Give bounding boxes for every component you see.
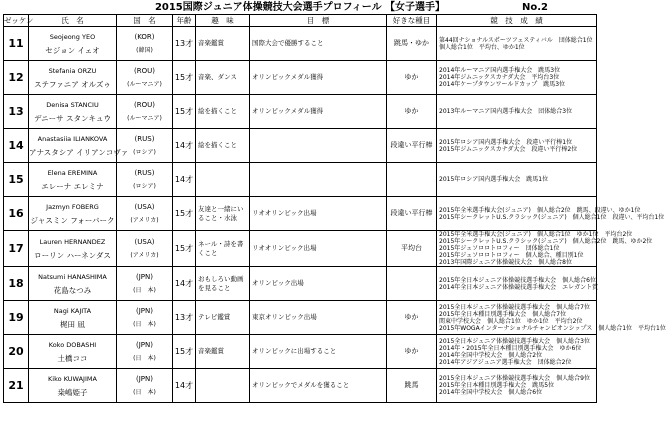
athlete-name-jp: 桒嶋姫子 [57, 387, 88, 397]
athlete-name-en: Elena EREMINA [47, 168, 98, 177]
result-line: 2015年WOGAインターナショナルチャンピオンシップス 個人総合1位 平均台1位 [439, 324, 666, 332]
results-cell [437, 267, 597, 301]
results-cell [437, 335, 597, 369]
hobby-cell: ネール・詩を書くこと [196, 231, 250, 267]
athlete-name-cell [29, 95, 117, 129]
age-cell: 14才 [173, 129, 196, 163]
header-age: 年齢 [173, 15, 196, 27]
athlete-name-en: Stefania ORZU [48, 66, 97, 75]
age-cell: 14才 [173, 369, 196, 403]
country-cell [117, 27, 173, 61]
goal-cell: 国際大会で優勝すること [250, 27, 387, 61]
country-code: (ROU) [134, 66, 155, 75]
athlete-name-jp: デニーサ スタンキュウ [33, 113, 112, 123]
favorite-event-cell: 跳馬 [387, 369, 437, 403]
hobby-cell: 絵を描くこと [196, 129, 250, 163]
country-name-jp: (日 本) [133, 354, 156, 362]
country-code: (RUS) [134, 168, 155, 177]
header-name: 氏 名 [29, 15, 117, 27]
favorite-event-cell: 段違い平行棒 [387, 197, 437, 231]
result-line: 第44回ナショナルスポーツフェスティバル 団体総合1位 [439, 36, 593, 44]
bib-number: 19 [4, 301, 29, 335]
goal-cell: オリンピックメダル獲得 [250, 61, 387, 95]
country-code: (JPN) [136, 306, 153, 315]
athlete-name-en: Seojeong YEO [49, 32, 96, 41]
country-cell [117, 301, 173, 335]
hobby-cell [196, 369, 250, 403]
results-cell [437, 163, 597, 197]
bib-number: 15 [4, 163, 29, 197]
athlete-name-en: Lauren HERNANDEZ [39, 237, 106, 246]
athlete-name-cell [29, 267, 117, 301]
country-cell [117, 231, 173, 267]
goal-cell [250, 129, 387, 163]
athlete-name-jp: ステファニア オルズゥ [34, 79, 111, 89]
result-line: 2015年ジェソロロトロフィー 団体総合1位 [439, 245, 560, 252]
country-code: (JPN) [136, 340, 153, 349]
age-cell: 15才 [173, 61, 196, 95]
goal-cell: 東京オリンピック出場 [250, 301, 387, 335]
goal-cell: リオオリンピック出場 [250, 197, 387, 231]
bib-number: 20 [4, 335, 29, 369]
athlete-name-en: Kiko KUWAJIMA [48, 374, 97, 383]
age-cell: 13才 [173, 27, 196, 61]
result-line: 2015全日本ジュニア体操競技選手権大会 個人総合7位 [439, 303, 590, 311]
result-line: 2015全日本ジュニア体操競技選手権大会 個人総合3位 [439, 337, 590, 345]
table-row [4, 335, 597, 369]
profile-table [3, 14, 666, 403]
athlete-name-jp: 土橋ココ [57, 353, 88, 363]
result-line: 2014年ジムニックスカナダ大会 平均台3位 [439, 74, 560, 81]
country-name-jp: (ルーマニア) [127, 80, 162, 88]
result-line: 2015年シークレットU.S.クラシック(ジュニア) 個人総合2位 跳馬、ゆか2位 [439, 238, 653, 245]
athlete-name-cell [29, 27, 117, 61]
table-row [4, 163, 597, 197]
header-hobby: 趣 味 [196, 15, 250, 27]
results-cell [437, 197, 665, 231]
bib-number: 11 [4, 27, 29, 61]
athlete-name-cell [29, 163, 117, 197]
hobby-cell: 絵を描くこと [196, 95, 250, 129]
country-name-jp: (アメリカ) [130, 251, 159, 259]
hobby-cell [196, 163, 250, 197]
result-line: 2015年全日本種目別選手権大会 跳馬5位 [439, 382, 555, 389]
age-cell: 15才 [173, 197, 196, 231]
page-number: No.2 [522, 2, 548, 13]
results-cell [437, 231, 653, 267]
result-line: 2015年全米選手権大会(ジュニア) 個人総合1位 ゆか1位 平均台2位 [439, 231, 633, 238]
athlete-rows [4, 27, 666, 403]
age-cell: 15才 [173, 231, 196, 267]
header-row [4, 15, 597, 27]
result-line: 2014年全国中学校大会 個人総合2位 [439, 351, 543, 359]
hobby-cell: 友達と一緒にいること・水泳 [196, 197, 250, 231]
country-cell [117, 197, 173, 231]
result-line: 2013年ルーマニア国内選手権大会 団体総合3位 [439, 108, 573, 115]
athlete-name-en: Koko DOBASHI [48, 340, 97, 349]
result-line: 2015年全日本種目別選手権大会 個人総合7位 [439, 310, 567, 318]
goal-cell: オリンピックでメダルを獲ること [250, 369, 387, 403]
results-cell [437, 61, 597, 95]
result-line: 2014年全国中学校大会 個人総合6位 [439, 389, 543, 396]
athlete-name-cell [29, 335, 117, 369]
athlete-name-jp: ジャスミン フォーバーク [30, 215, 115, 225]
country-cell [117, 369, 173, 403]
age-cell: 15才 [173, 335, 196, 369]
age-cell: 15才 [173, 95, 196, 129]
page-title: 2015国際ジュニア体操競技大会選手プロフィール 【女子選手】 [154, 2, 446, 13]
favorite-event-cell: 跳馬・ゆか [387, 27, 437, 61]
header-results: 競 技 成 績 [437, 15, 597, 27]
athlete-name-cell [29, 61, 117, 95]
results-cell [437, 27, 597, 61]
result-line: 2014年・2015年全日本種目別選手権大会 ゆか6位 [439, 344, 582, 352]
result-line: 2014年アジアジュニア選手権大会 団体総合2位 [439, 358, 572, 366]
favorite-event-cell: 段違い平行棒 [387, 129, 437, 163]
favorite-event-cell: ゆか [387, 95, 437, 129]
country-code: (USA) [134, 237, 155, 246]
country-cell [117, 163, 173, 197]
table-row [4, 301, 597, 335]
country-name-jp: (日 本) [133, 388, 156, 396]
result-line: 関東中学校大会 個人総合1位 ゆか1位 平均台2位 [439, 317, 583, 325]
goal-cell: オリンピック出場 [250, 267, 387, 301]
athlete-name-jp: 花島なつみ [53, 285, 92, 295]
country-name-jp: (日 本) [133, 320, 156, 328]
country-cell [117, 95, 173, 129]
athlete-name-cell [29, 301, 117, 335]
country-name-jp: (アメリカ) [130, 216, 159, 224]
athlete-name-en: Jazmyn FOBERG [46, 202, 99, 211]
favorite-event-cell [387, 267, 437, 301]
athlete-name-jp: アナスタシア イリアンコヴァ [29, 147, 129, 157]
country-code: (JPN) [136, 374, 153, 383]
results-cell [437, 95, 597, 129]
country-cell [117, 267, 173, 301]
header-favorite: 好きな種目 [387, 15, 437, 27]
athlete-name-cell [29, 197, 117, 231]
athlete-name-jp: エレーナ エレミナ [41, 181, 104, 191]
table-row [4, 95, 597, 129]
result-line: 個人総合1位 平均台、ゆか1位 [439, 43, 525, 51]
table-row [4, 61, 597, 95]
header-no: ゼッケン [4, 16, 34, 25]
results-cell [437, 369, 597, 403]
country-code: (KOR) [134, 32, 155, 41]
athlete-name-jp: ローリン ハーネンダス [34, 250, 111, 260]
age-cell: 13才 [173, 301, 196, 335]
country-name-jp: (日 本) [133, 286, 156, 294]
table-row [4, 197, 597, 231]
goal-cell: リオオリンピック出場 [250, 231, 387, 267]
result-line: 2015年全日本ジュニア体操競技選手権大会 個人総合6位 [439, 276, 596, 284]
result-line: 2014年ケープタウンワールドカップ 跳馬3位 [439, 81, 566, 88]
hobby-cell: 音楽、ダンス [196, 61, 250, 95]
country-cell [117, 61, 173, 95]
country-name-jp: (韓国) [136, 46, 153, 54]
result-line: 2014年ルーマニア国内選手権大会 跳馬3位 [439, 67, 561, 74]
bib-number: 21 [4, 369, 29, 403]
hobby-cell: 音楽鑑賞 [196, 335, 250, 369]
athlete-name-cell [29, 369, 117, 403]
goal-cell: オリンピックに出場すること [250, 335, 387, 369]
header-goal: 目 標 [250, 15, 387, 27]
country-cell [117, 129, 173, 163]
athlete-name-en: Nagi KAJITA [53, 306, 92, 315]
header-country: 国 名 [117, 15, 173, 27]
athlete-name-cell [29, 231, 117, 267]
table-row [4, 129, 597, 163]
result-line: 2015年ロシア国内選手権大会 跳馬1位 [439, 176, 549, 183]
result-line: 2015年ジムニックスカナダ大会 段違い平行棒2位 [439, 145, 578, 153]
hobby-cell: おもしろい動画を見ること [196, 267, 250, 301]
country-code: (USA) [134, 202, 155, 211]
table-row [4, 369, 597, 403]
country-name-jp: (ロシア) [133, 182, 156, 190]
athlete-name-en: Anastasiia ILIANKOVA [37, 134, 108, 143]
country-code: (RUS) [134, 134, 155, 143]
athlete-name-jp: セジョン イェオ [45, 45, 100, 55]
table-row [4, 27, 597, 61]
hobby-cell: テレビ鑑賞 [196, 301, 250, 335]
favorite-event-cell: ゆか [387, 61, 437, 95]
country-code: (ROU) [134, 100, 155, 109]
bib-number: 17 [4, 231, 29, 267]
result-line: 2015年ジェソロロトロフィー 個人総合、種目別1位 [439, 252, 584, 259]
country-cell [117, 335, 173, 369]
bib-number: 12 [4, 61, 29, 95]
result-line: 2015全日本ジュニア体操競技選手権大会 個人総合9位 [439, 375, 590, 382]
athlete-name-en: Natsumi HANASHIMA [38, 272, 107, 281]
result-line: 2013年国際ジュニア体操競技大会 個人総合8位 [439, 259, 572, 266]
result-line: 2015年ロシア国内選手権大会 段違い平行棒1位 [439, 138, 573, 146]
age-cell: 14才 [173, 267, 196, 301]
result-line: 2014年全日本ジュニア体操競技選手権大会 エレガント賞 [439, 283, 599, 291]
hobby-cell: 音楽鑑賞 [196, 27, 250, 61]
bib-number: 14 [4, 129, 29, 163]
athlete-name-jp: 梶田 凪 [60, 319, 85, 329]
goal-cell [250, 163, 387, 197]
favorite-event-cell: ゆか [387, 335, 437, 369]
country-name-jp: (ルーマニア) [127, 114, 162, 122]
bib-number: 18 [4, 267, 29, 301]
goal-cell: オリンピックメダル獲得 [250, 95, 387, 129]
results-cell [437, 129, 597, 163]
athlete-name-en: Denisa STANCIU [46, 100, 99, 109]
country-code: (JPN) [136, 272, 153, 281]
athlete-name-cell [29, 129, 129, 163]
bib-number: 13 [4, 95, 29, 129]
result-line: 2015年全米選手権大会(ジュニア) 個人総合2位 跳馬、段違い、ゆか1位 [439, 206, 641, 214]
results-cell [437, 301, 666, 335]
country-name-jp: (ロシア) [133, 148, 156, 156]
favorite-event-cell [387, 163, 437, 197]
table-row [4, 267, 597, 301]
bib-number: 16 [4, 197, 29, 231]
age-cell: 14才 [173, 163, 196, 197]
result-line: 2015年シークレットU.S.クラシック(ジュニア) 個人総合1位 段違い、平均台1位 [439, 213, 665, 221]
favorite-event-cell: 平均台 [387, 231, 437, 267]
favorite-event-cell: ゆか [387, 301, 437, 335]
table-row [4, 231, 597, 267]
